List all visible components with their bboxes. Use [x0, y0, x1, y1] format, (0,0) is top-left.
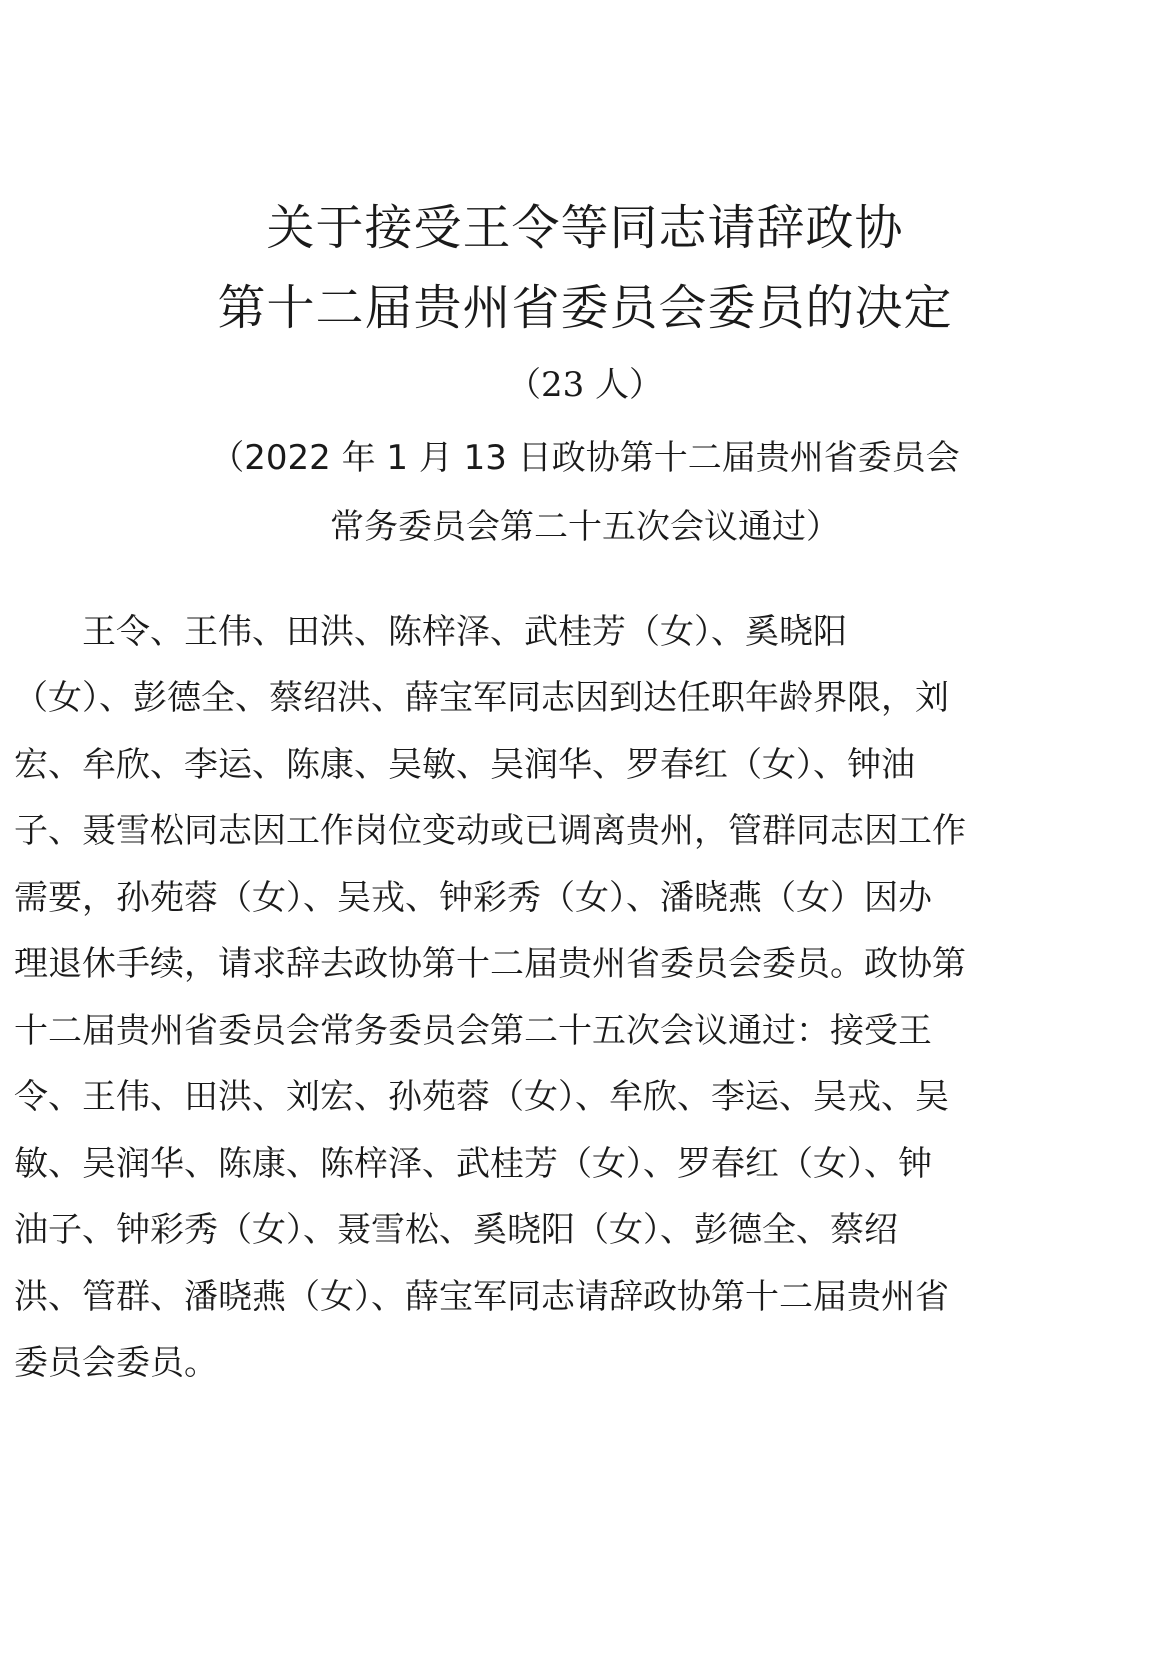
title-line-1: 关于接受王令等同志请辞政协: [266, 200, 904, 256]
body-line: 令、王伟、田洪、刘宏、孙苑蓉（女）、牟欣、李运、吴戎、吴: [14, 1077, 949, 1117]
body-line: 洪、管群、潘晓燕（女）、薛宝军同志请辞政协第十二届贵州省: [14, 1277, 949, 1317]
body-line: 需要，孙苑蓉（女）、吴戎、钟彩秀（女）、潘晓燕（女）因办: [14, 878, 932, 918]
body-line: 王令、王伟、田洪、陈梓泽、武桂芳（女）、奚晓阳: [14, 612, 847, 652]
adoption-note-line-1: （2022 年 1 月 13 日政协第十二届贵州省委员会: [210, 438, 960, 478]
body-line: 油子、钟彩秀（女）、聂雪松、奚晓阳（女）、彭德全、蔡绍: [14, 1210, 898, 1250]
body-line: 子、聂雪松同志因工作岗位变动或已调离贵州，管群同志因工作: [14, 811, 966, 851]
adoption-note-line-2: 常务委员会第二十五次会议通过）: [330, 507, 840, 547]
body-line: 委员会委员。: [14, 1343, 218, 1383]
member-count: （23 人）: [506, 365, 664, 405]
body-line: 敏、吴润华、陈康、陈梓泽、武桂芳（女）、罗春红（女）、钟: [14, 1144, 932, 1184]
body-line: 宏、牟欣、李运、陈康、吴敏、吴润华、罗春红（女）、钟油: [14, 745, 915, 785]
body-line: （女）、彭德全、蔡绍洪、薛宝军同志因到达任职年龄界限，刘: [14, 678, 949, 718]
title-line-2: 第十二届贵州省委员会委员的决定: [217, 280, 953, 336]
body-line: 十二届贵州省委员会常务委员会第二十五次会议通过：接受王: [14, 1011, 932, 1051]
body-line: 理退休手续，请求辞去政协第十二届贵州省委员会委员。政协第: [14, 944, 966, 984]
